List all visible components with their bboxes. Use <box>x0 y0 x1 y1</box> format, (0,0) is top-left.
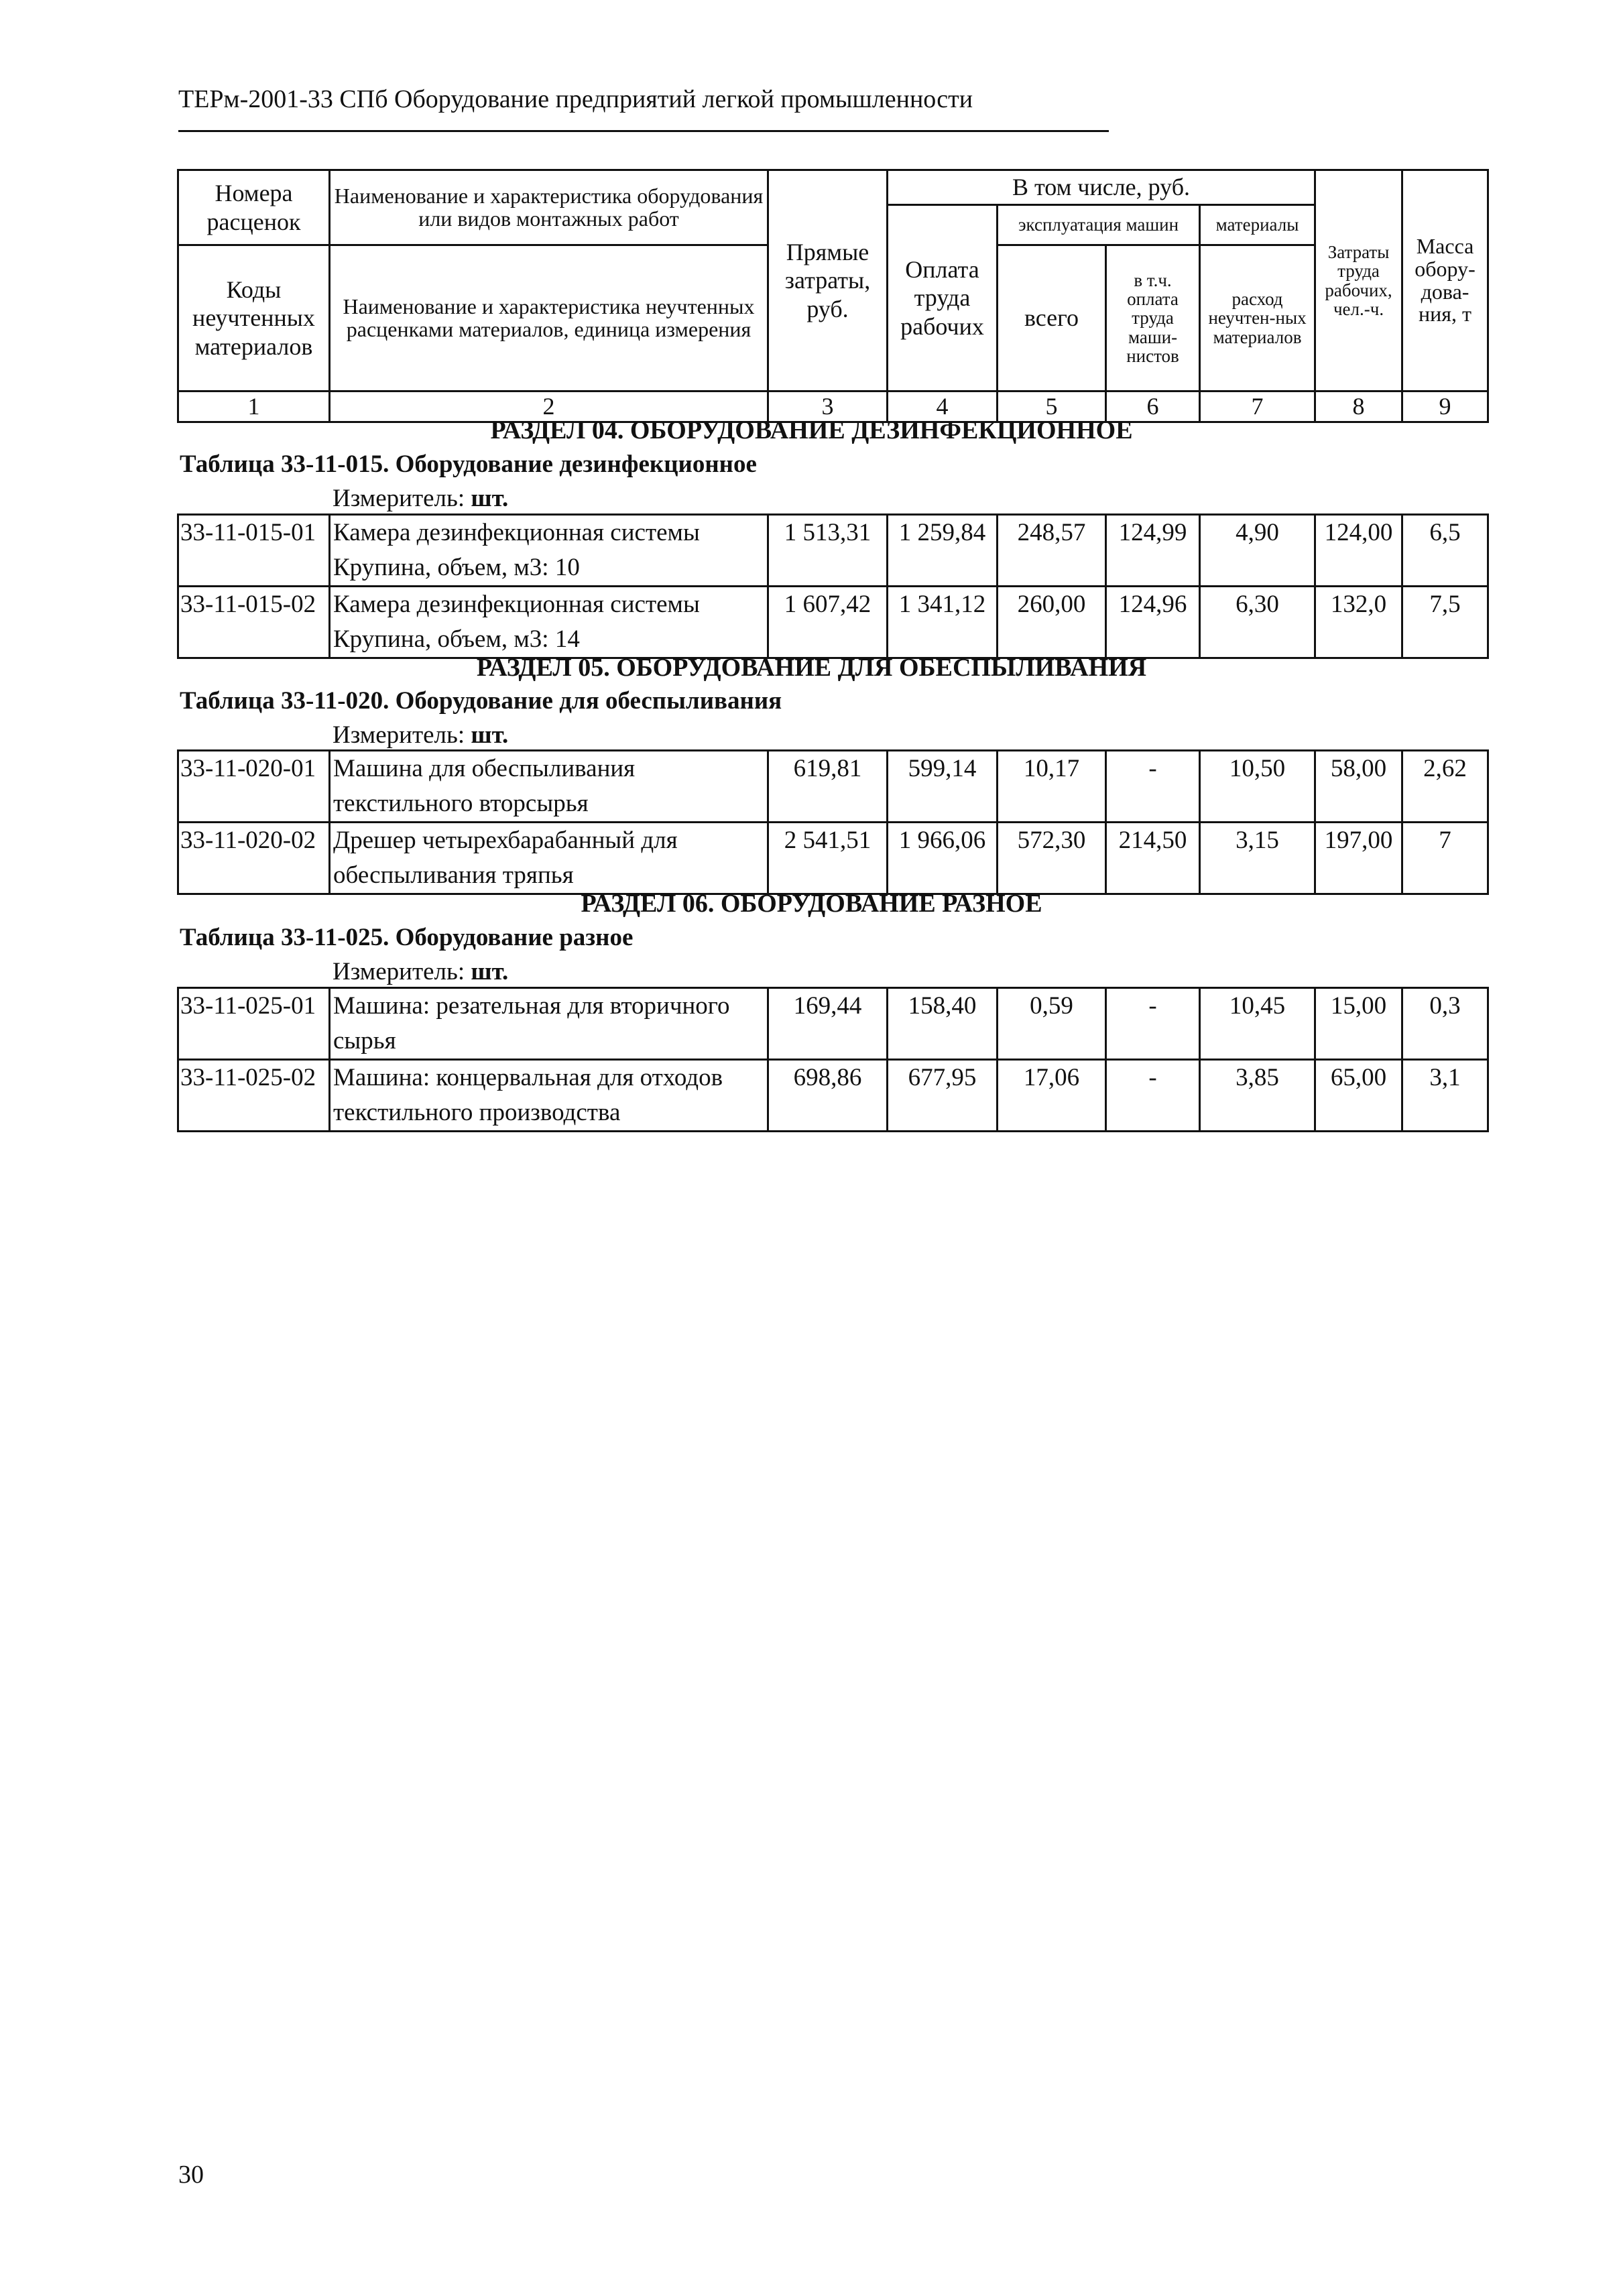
rate-code: 33-11-015-01 <box>178 515 330 587</box>
col-number-9: 9 <box>1402 391 1488 422</box>
table-title-015: Таблица 33-11-015. Оборудование дезинфекционное <box>180 450 757 478</box>
labor-hours: 132,0 <box>1315 587 1402 658</box>
worker-pay: 599,14 <box>888 751 998 823</box>
table-row <box>178 823 1488 894</box>
material-usage: 3,85 <box>1200 1060 1315 1132</box>
equipment-mass: 3,1 <box>1402 1060 1488 1132</box>
table-row <box>178 751 1488 823</box>
page-header: ТЕРм-2001-33 СПб Оборудование предприятий легкой промышленности <box>178 85 973 113</box>
table-row <box>178 587 1488 658</box>
equipment-mass: 0,3 <box>1402 988 1488 1060</box>
machines-total: 10,17 <box>998 751 1106 823</box>
rate-code: 33-11-025-01 <box>178 988 330 1060</box>
col-number-6: 6 <box>1106 391 1200 422</box>
machinist-pay: - <box>1106 751 1200 823</box>
col-header-machines: эксплуатация машин <box>998 205 1200 245</box>
col-header-direct-costs: Прямые затраты, руб. <box>768 170 888 391</box>
col-header-group-title: В том числе, руб. <box>888 170 1315 205</box>
col-header-machinist-pay: в т.ч. оплата труда маши-нистов <box>1106 245 1200 391</box>
material-usage: 6,30 <box>1200 587 1315 658</box>
worker-pay: 1 341,12 <box>888 587 998 658</box>
col-header-name-top: Наименование и характеристика оборудования или видов монтажных работ <box>330 170 768 245</box>
measure-label: Измеритель: <box>333 485 465 512</box>
col-header-codes-top: Номера расценок <box>178 170 330 245</box>
measure-value: шт. <box>471 958 509 985</box>
machines-total: 17,06 <box>998 1060 1106 1132</box>
rate-name: Машина для обеспыливания текстильного вторсырья <box>330 751 768 823</box>
equipment-mass: 6,5 <box>1402 515 1488 587</box>
col-header-mass: Масса обору-дова-ния, т <box>1402 170 1488 391</box>
machines-total: 248,57 <box>998 515 1106 587</box>
measure-label: Измеритель: <box>333 958 465 985</box>
direct-costs: 698,86 <box>768 1060 888 1132</box>
worker-pay: 1 966,06 <box>888 823 998 894</box>
equipment-mass: 2,62 <box>1402 751 1488 823</box>
labor-hours: 65,00 <box>1315 1060 1402 1132</box>
col-header-worker-pay: Оплата труда рабочих <box>888 205 998 391</box>
equipment-mass: 7,5 <box>1402 587 1488 658</box>
col-header-material-usage: расход неучтен-ных материалов <box>1200 245 1315 391</box>
measure-value: шт. <box>471 485 509 512</box>
machinist-pay: - <box>1106 1060 1200 1132</box>
measure-label: Измеритель: <box>333 721 465 749</box>
direct-costs: 169,44 <box>768 988 888 1060</box>
col-header-code-materials: Коды неучтенных материалов <box>178 245 330 391</box>
header-rule <box>178 130 1109 132</box>
rate-name: Машина: резательная для вторичного сырья <box>330 988 768 1060</box>
labor-hours: 58,00 <box>1315 751 1402 823</box>
rate-name: Машина: концервальная для отходов текстильного производства <box>330 1060 768 1132</box>
rates-table-025 <box>177 987 1489 1132</box>
col-number-1: 1 <box>178 391 330 422</box>
direct-costs: 2 541,51 <box>768 823 888 894</box>
direct-costs: 1 513,31 <box>768 515 888 587</box>
rate-code: 33-11-020-01 <box>178 751 330 823</box>
measure-unit-015 <box>333 484 508 513</box>
col-number-7: 7 <box>1200 391 1315 422</box>
machinist-pay: 214,50 <box>1106 823 1200 894</box>
col-number-5: 5 <box>998 391 1106 422</box>
section-title-05: РАЗДЕЛ 05. ОБОРУДОВАНИЕ ДЛЯ ОБЕСПЫЛИВАНИЯ <box>476 654 1147 682</box>
rate-name: Камера дезинфекционная системы Крупина, объем, м3: 10 <box>330 515 768 587</box>
machines-total: 260,00 <box>998 587 1106 658</box>
rates-table-015 <box>177 513 1489 659</box>
col-number-4: 4 <box>888 391 998 422</box>
rate-name: Дрешер четырехбарабанный для обеспыливания тряпья <box>330 823 768 894</box>
section-title-06: РАЗДЕЛ 06. ОБОРУДОВАНИЕ РАЗНОЕ <box>581 890 1042 918</box>
measure-unit-020 <box>333 721 508 749</box>
labor-hours: 197,00 <box>1315 823 1402 894</box>
labor-hours: 124,00 <box>1315 515 1402 587</box>
machinist-pay: 124,99 <box>1106 515 1200 587</box>
machines-total: 0,59 <box>998 988 1106 1060</box>
rate-name: Камера дезинфекционная системы Крупина, объем, м3: 14 <box>330 587 768 658</box>
material-usage: 10,45 <box>1200 988 1315 1060</box>
col-number-2: 2 <box>330 391 768 422</box>
col-header-name-materials: Наименование и характеристика неучтенных расценками материалов, единица измерения <box>330 245 768 391</box>
rate-code: 33-11-015-02 <box>178 587 330 658</box>
measure-value: шт. <box>471 721 509 749</box>
section-title-04: РАЗДЕЛ 04. ОБОРУДОВАНИЕ ДЕЗИНФЕКЦИОННОЕ <box>490 416 1133 444</box>
col-header-materials: материалы <box>1200 205 1315 245</box>
machinist-pay: 124,96 <box>1106 587 1200 658</box>
page-number: 30 <box>178 2161 204 2189</box>
material-usage: 4,90 <box>1200 515 1315 587</box>
table-row <box>178 1060 1488 1132</box>
col-number-8: 8 <box>1315 391 1402 422</box>
rate-code: 33-11-025-02 <box>178 1060 330 1132</box>
column-header-table <box>177 169 1489 423</box>
rates-table-020 <box>177 749 1489 895</box>
table-row <box>178 515 1488 587</box>
direct-costs: 1 607,42 <box>768 587 888 658</box>
col-header-labor-hours: Затраты труда рабочих, чел.-ч. <box>1315 170 1402 391</box>
table-title-025: Таблица 33-11-025. Оборудование разное <box>180 924 634 951</box>
table-title-020: Таблица 33-11-020. Оборудование для обеспыливания <box>180 687 782 715</box>
col-header-machines-total: всего <box>998 245 1106 391</box>
direct-costs: 619,81 <box>768 751 888 823</box>
labor-hours: 15,00 <box>1315 988 1402 1060</box>
measure-unit-025 <box>333 957 508 986</box>
table-row <box>178 988 1488 1060</box>
machinist-pay: - <box>1106 988 1200 1060</box>
worker-pay: 1 259,84 <box>888 515 998 587</box>
col-number-3: 3 <box>768 391 888 422</box>
equipment-mass: 7 <box>1402 823 1488 894</box>
material-usage: 10,50 <box>1200 751 1315 823</box>
worker-pay: 677,95 <box>888 1060 998 1132</box>
machines-total: 572,30 <box>998 823 1106 894</box>
material-usage: 3,15 <box>1200 823 1315 894</box>
worker-pay: 158,40 <box>888 988 998 1060</box>
rate-code: 33-11-020-02 <box>178 823 330 894</box>
